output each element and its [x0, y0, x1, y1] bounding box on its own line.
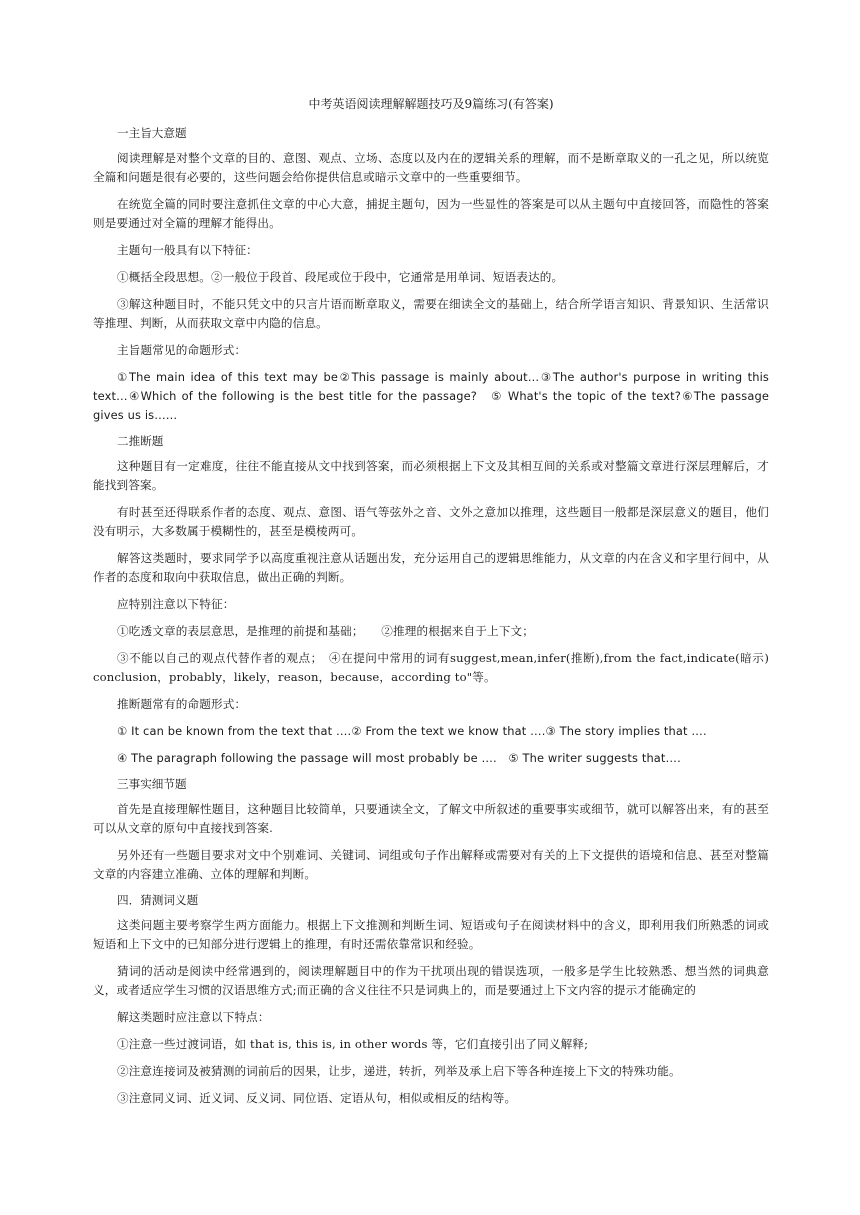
section-heading-detail: 三事实细节题 — [117, 777, 187, 791]
paragraph: 推断题常有的命题形式： — [117, 697, 247, 711]
paragraph: ③不能以自己的观点代替作者的观点； ④在提问中常用的词有suggest,mean,infer(推断),from the fact,indicate(暗示) conclusion，probably，likely，reason，because，according to"等。 — [93, 651, 769, 684]
paragraph: 这类问题主要考察学生两方面能力。根据上下文推测和判断生词、短语或句子在阅读材料中的含义，即利用我们所熟悉的词或短语和上下文中的已知部分进行逻辑上的推理，有时还需依靠常识和经验。 — [93, 918, 769, 951]
paragraph: ②注意连接词及被猜测的词前后的因果，让步，递进，转折，列举及承上启下等各种连接上下文的特殊功能。 — [117, 1064, 681, 1078]
paragraph: ③注意同义词、近义词、反义词、同位语、定语从句，相似或相反的结构等。 — [117, 1091, 517, 1105]
section-heading-word-meaning: 四．猜测词义题 — [117, 893, 199, 907]
document-page — [93, 96, 769, 1116]
paragraph: ③解这种题目时，不能只凭文中的只言片语而断章取义，需要在细读全文的基础上，结合所学语言知识、背景知识、生活常识等推理、判断，从而获取文章中内隐的信息。 — [93, 297, 769, 330]
paragraph: 应特别注意以下特征： — [117, 597, 235, 611]
paragraph: 首先是直接理解性题目，这种题目比较简单，只要通读全文，了解文中所叙述的重要事实或细节，就可以解答出来，有的甚至可以从文章的原句中直接找到答案. — [93, 802, 769, 835]
paragraph: 这种题目有一定难度，往往不能直接从文中找到答案，而必须根据上下文及其相互间的关系或对整篇文章进行深层理解后，才能找到答案。 — [93, 459, 769, 492]
document-title: 中考英语阅读理解解题技巧及9篇练习(有答案) — [308, 97, 554, 111]
paragraph: ①注意一些过渡词语，如 that is, this is, in other words 等，它们直接引出了同义解释; — [117, 1037, 589, 1051]
paragraph: 解答这类题时，要求同学予以高度重视注意从话题出发，充分运用自己的逻辑思维能力，从文章的内在含义和字里行间中，从作者的态度和取向中获取信息，做出正确的判断。 — [93, 551, 769, 584]
paragraph: 解这类题时应注意以下特点： — [117, 1010, 270, 1024]
paragraph-english-examples: ④ The paragraph following the passage will most probably be …. ⑤ The writer suggests that…. — [117, 751, 681, 765]
paragraph: ①概括全段思想。②一般位于段首、段尾或位于段中，它通常是用单词、短语表达的。 — [117, 270, 564, 284]
section-heading-inference: 二推断题 — [117, 434, 164, 448]
paragraph: ①吃透文章的表层意思，是推理的前提和基础； ②推理的根据来自于上下文； — [117, 624, 534, 638]
paragraph: 另外还有一些题目要求对文中个别难词、关键词、词组或句子作出解释或需要对有关的上下文提供的语境和信息、甚至对整篇文章的内容建立准确、立体的理解和判断。 — [93, 848, 769, 881]
section-heading-main-idea: 一主旨大意题 — [117, 126, 187, 140]
paragraph: 主题句一般具有以下特征： — [117, 243, 258, 257]
paragraph: 阅读理解是对整个文章的目的、意图、观点、立场、态度以及内在的逻辑关系的理解，而不是断章取义的一孔之见，所以统览全篇和问题是很有必要的，这些问题会给你提供信息或暗示文章中的一些重要细节。 — [93, 151, 769, 184]
paragraph: 猜词的活动是阅读中经常遇到的，阅读理解题目中的作为干扰项出现的错误选项，一般多是学生比较熟悉、想当然的词典意义，或者适应学生习惯的汉语思维方式;而正确的含义往往不只是词典上的，而是要通过上下文内容的提示才能确定的 — [93, 964, 769, 997]
paragraph-english-examples: ① It can be known from the text that ….② From the text we know that ….③ The story implies that …. — [117, 724, 707, 738]
paragraph: 有时甚至还得联系作者的态度、观点、意图、语气等弦外之音、文外之意加以推理，这些题目一般都是深层意义的题目，他们没有明示，大多数属于模糊性的，甚至是模棱两可。 — [93, 505, 769, 538]
paragraph-english-examples: ①The main idea of this text may be②This passage is mainly about…③The author's purpose in writing this text…④Which of the following is the best title for the passage? ⑤ What's the topic of the text?⑥The passage gives us is…… — [93, 370, 769, 422]
paragraph: 在统览全篇的同时要注意抓住文章的中心大意，捕捉主题句，因为一些显性的答案是可以从主题句中直接回答，而隐性的答案则是要通过对全篇的理解才能得出。 — [93, 197, 769, 230]
paragraph: 主旨题常见的命题形式： — [117, 343, 247, 357]
